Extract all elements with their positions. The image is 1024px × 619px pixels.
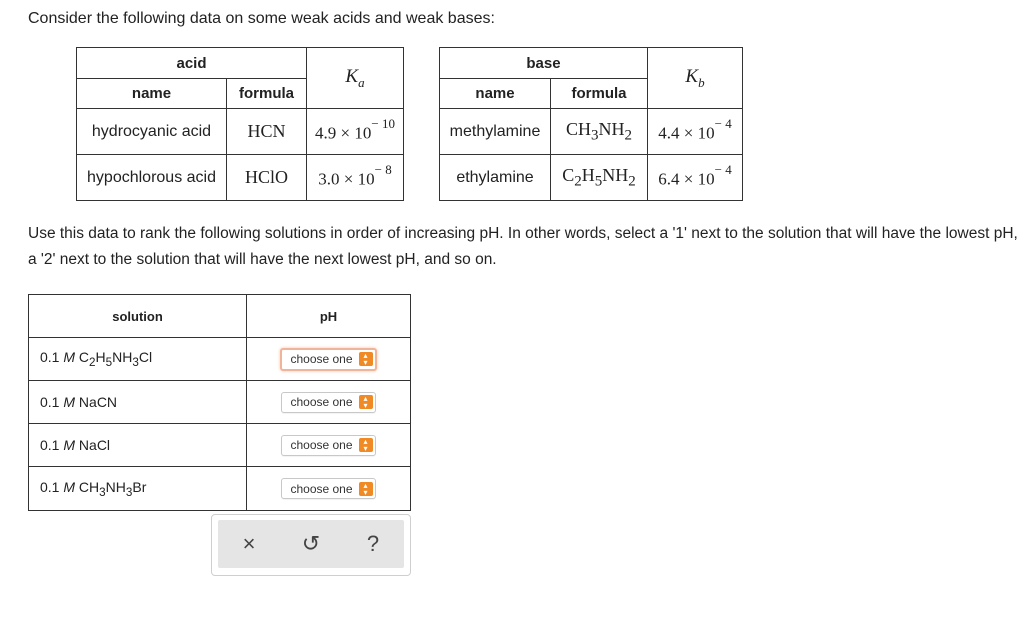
chevron-updown-icon: ▴ ▾ [359, 482, 373, 496]
base-row-name: methylamine [440, 109, 551, 155]
ph-cell [247, 381, 411, 424]
solution-label: 0.1 M $C_2H_5NH_3Cl$ [29, 338, 247, 381]
solution-header: solution [29, 295, 247, 338]
ph-cell [247, 424, 411, 467]
chevron-updown-icon: ▴ ▾ [359, 438, 373, 452]
answer-toolbar [211, 514, 411, 576]
acid-row-name: hydrocyanic acid [77, 109, 227, 155]
acid-row-formula: HClO [227, 155, 307, 201]
solution-label: 0.1 M NaCN [29, 381, 247, 424]
ph-header: pH [247, 295, 411, 338]
base-row-formula: $CH_3NH_2$ [551, 109, 648, 155]
base-row-formula: $C_2H_5NH_2$ [551, 155, 648, 201]
rank-select[interactable]: choose one ▴ ▾ [280, 348, 376, 371]
rank-table [28, 294, 411, 511]
base-name-header: name [440, 79, 551, 109]
help-icon[interactable]: ? [366, 531, 380, 556]
solution-label: 0.1 M NaCl [29, 424, 247, 467]
base-row-kb: $4.4 \times 10^{- 4}$ [648, 109, 743, 155]
rank-select[interactable]: choose one ▴ ▾ [281, 435, 375, 456]
ka-header: $K_a$ [307, 48, 404, 109]
acid-row-formula: HCN [227, 109, 307, 155]
ph-cell [247, 338, 411, 381]
acid-header: acid [77, 48, 307, 79]
chevron-updown-icon: ▴ ▾ [359, 352, 373, 366]
base-table [439, 47, 743, 201]
rank-select[interactable]: choose one ▴ ▾ [281, 392, 375, 413]
rank-select[interactable]: choose one ▴ ▾ [281, 478, 375, 499]
base-header: base [440, 48, 648, 79]
kb-header: $K_b$ [648, 48, 743, 109]
acid-formula-header: formula [227, 79, 307, 109]
base-row-name: ethylamine [440, 155, 551, 201]
acid-table [76, 47, 404, 201]
instructions-text: Use this data to rank the following solutions in order of increasing pH. In other words, select a '1' next to the solution that will have the lowest pH, a '2' next to the solution that will have the next lowest pH, and so on. [28, 225, 1018, 268]
acid-row-ka: $4.9 \times 10^{- 10}$ [307, 109, 404, 155]
acid-row-name: hypochlorous acid [77, 155, 227, 201]
intro-text: Consider the following data on some weak acids and weak bases: [28, 10, 495, 27]
acid-row-ka: $3.0 \times 10^{- 8}$ [307, 155, 404, 201]
solution-label: 0.1 M $CH_3NH_3Br$ [29, 467, 247, 511]
ph-cell [247, 467, 411, 511]
base-row-kb: $6.4 \times 10^{- 4}$ [648, 155, 743, 201]
chevron-updown-icon: ▴ ▾ [359, 395, 373, 409]
base-formula-header: formula [551, 79, 648, 109]
acid-name-header: name [77, 79, 227, 109]
undo-icon[interactable]: ↺ [301, 531, 321, 556]
clear-icon[interactable]: × [242, 531, 256, 556]
